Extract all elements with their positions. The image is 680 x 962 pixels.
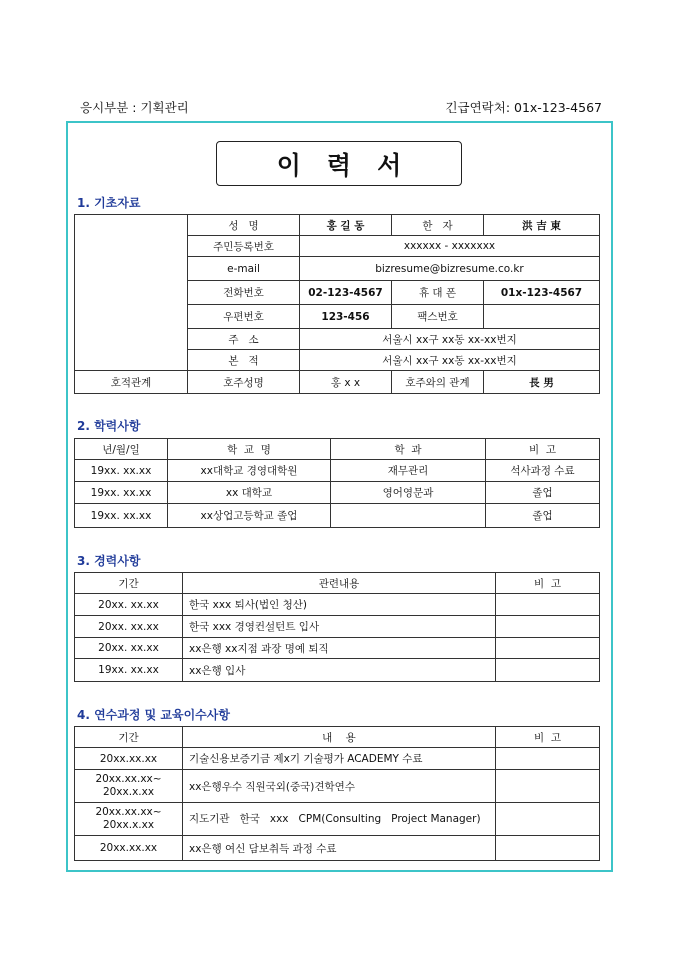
zip-value: 123-456 <box>300 305 392 329</box>
training-period: 20xx.xx.xx <box>75 836 183 861</box>
rrn-value: xxxxxx - xxxxxxx <box>300 236 600 257</box>
phone-value: 02-123-4567 <box>300 281 392 305</box>
fax-label: 팩스번호 <box>392 305 484 329</box>
table-row <box>75 836 600 861</box>
table-row <box>75 748 600 770</box>
training-note <box>496 803 600 836</box>
fax-value <box>484 305 600 329</box>
training-note <box>496 836 600 861</box>
origin-label: 본 적 <box>188 350 300 371</box>
training-note <box>496 748 600 770</box>
address-label: 주 소 <box>188 329 300 350</box>
edu-note: 졸업 <box>486 482 600 504</box>
edu-major: 재무관리 <box>331 460 486 482</box>
name-value: 홍 길 동 <box>300 215 392 236</box>
emergency-contact-text: 긴급연락처: 01x-123-4567 <box>445 100 602 115</box>
hanja-value: 洪 吉 東 <box>484 215 600 236</box>
photo-placeholder <box>75 215 188 371</box>
mobile-label: 휴 대 폰 <box>392 281 484 305</box>
career-note <box>496 659 600 682</box>
rrn-label: 주민등록번호 <box>188 236 300 257</box>
career-content: xx은행 xx지점 과장 명예 퇴직 <box>183 638 496 659</box>
table-row <box>75 659 600 682</box>
career-header-note: 비 고 <box>496 573 600 594</box>
householder-label: 호주성명 <box>188 371 300 394</box>
training-content: 기술신용보증기금 제x기 기술평가 ACADEMY 수료 <box>183 748 496 770</box>
edu-header-major: 학 과 <box>331 439 486 460</box>
training-period: 20xx.xx.xx <box>75 748 183 770</box>
edu-note: 석사과정 수료 <box>486 460 600 482</box>
apply-field-text: 응시부분 : 기획관리 <box>80 100 189 115</box>
training-section-heading: 4. 연수과정 및 교육이수사항 <box>77 708 230 722</box>
career-period: 19xx. xx.xx <box>75 659 183 682</box>
table-row <box>75 594 600 616</box>
training-period: 20xx.xx.xx~ 20xx.x.xx <box>75 803 183 836</box>
training-header-content: 내 용 <box>183 727 496 748</box>
table-row <box>75 770 600 803</box>
training-note <box>496 770 600 803</box>
origin-value: 서울시 xx구 xx동 xx-xx번지 <box>300 350 600 371</box>
training-period: 20xx.xx.xx~ 20xx.x.xx <box>75 770 183 803</box>
career-section-heading: 3. 경력사항 <box>77 554 141 568</box>
address-value: 서울시 xx구 xx동 xx-xx번지 <box>300 329 600 350</box>
edu-date: 19xx. xx.xx <box>75 504 168 528</box>
training-table <box>74 726 600 861</box>
career-note <box>496 594 600 616</box>
table-row <box>75 638 600 659</box>
career-period: 20xx. xx.xx <box>75 638 183 659</box>
career-content: xx은행 입사 <box>183 659 496 682</box>
edu-school: xx상업고등학교 졸업 <box>168 504 331 528</box>
table-row <box>75 616 600 638</box>
email-value: bizresume@bizresume.co.kr <box>300 257 600 281</box>
training-header-note: 비 고 <box>496 727 600 748</box>
education-section-heading: 2. 학력사항 <box>77 419 141 433</box>
phone-label: 전화번호 <box>188 281 300 305</box>
career-period: 20xx. xx.xx <box>75 616 183 638</box>
email-label: e-mail <box>188 257 300 281</box>
basic-section-heading: 1. 기초자료 <box>77 196 141 210</box>
table-row <box>75 504 600 528</box>
training-content: xx은행우수 직원국외(중국)견학연수 <box>183 770 496 803</box>
edu-school: xx대학교 경영대학원 <box>168 460 331 482</box>
career-content: 한국 xxx 퇴사(법인 청산) <box>183 594 496 616</box>
family-label: 호적관계 <box>75 371 188 394</box>
edu-date: 19xx. xx.xx <box>75 482 168 504</box>
edu-date: 19xx. xx.xx <box>75 460 168 482</box>
edu-major <box>331 504 486 528</box>
edu-note: 졸업 <box>486 504 600 528</box>
career-note <box>496 616 600 638</box>
relation-label: 호주와의 관계 <box>392 371 484 394</box>
table-row <box>75 460 600 482</box>
training-header-period: 기간 <box>75 727 183 748</box>
hanja-label: 한 자 <box>392 215 484 236</box>
table-row <box>75 482 600 504</box>
career-note <box>496 638 600 659</box>
edu-header-school: 학 교 명 <box>168 439 331 460</box>
edu-school: xx 대학교 <box>168 482 331 504</box>
relation-value: 長 男 <box>484 371 600 394</box>
edu-major: 영어영문과 <box>331 482 486 504</box>
table-row <box>75 803 600 836</box>
career-content: 한국 xxx 경영컨설턴트 입사 <box>183 616 496 638</box>
edu-header-date: 년/월/일 <box>75 439 168 460</box>
training-content: xx은행 여신 담보취득 과정 수료 <box>183 836 496 861</box>
career-header-content: 관련내용 <box>183 573 496 594</box>
basic-info-table <box>74 214 600 394</box>
edu-header-note: 비 고 <box>486 439 600 460</box>
page-title: 이력서 <box>216 141 462 186</box>
career-table <box>74 572 600 682</box>
training-content: 지도기관 한국 xxx CPM(Consulting Project Manager) <box>183 803 496 836</box>
career-header-period: 기간 <box>75 573 183 594</box>
career-period: 20xx. xx.xx <box>75 594 183 616</box>
householder-value: 홍 x x <box>300 371 392 394</box>
education-table <box>74 438 600 528</box>
name-label: 성 명 <box>188 215 300 236</box>
mobile-value: 01x-123-4567 <box>484 281 600 305</box>
zip-label: 우편번호 <box>188 305 300 329</box>
